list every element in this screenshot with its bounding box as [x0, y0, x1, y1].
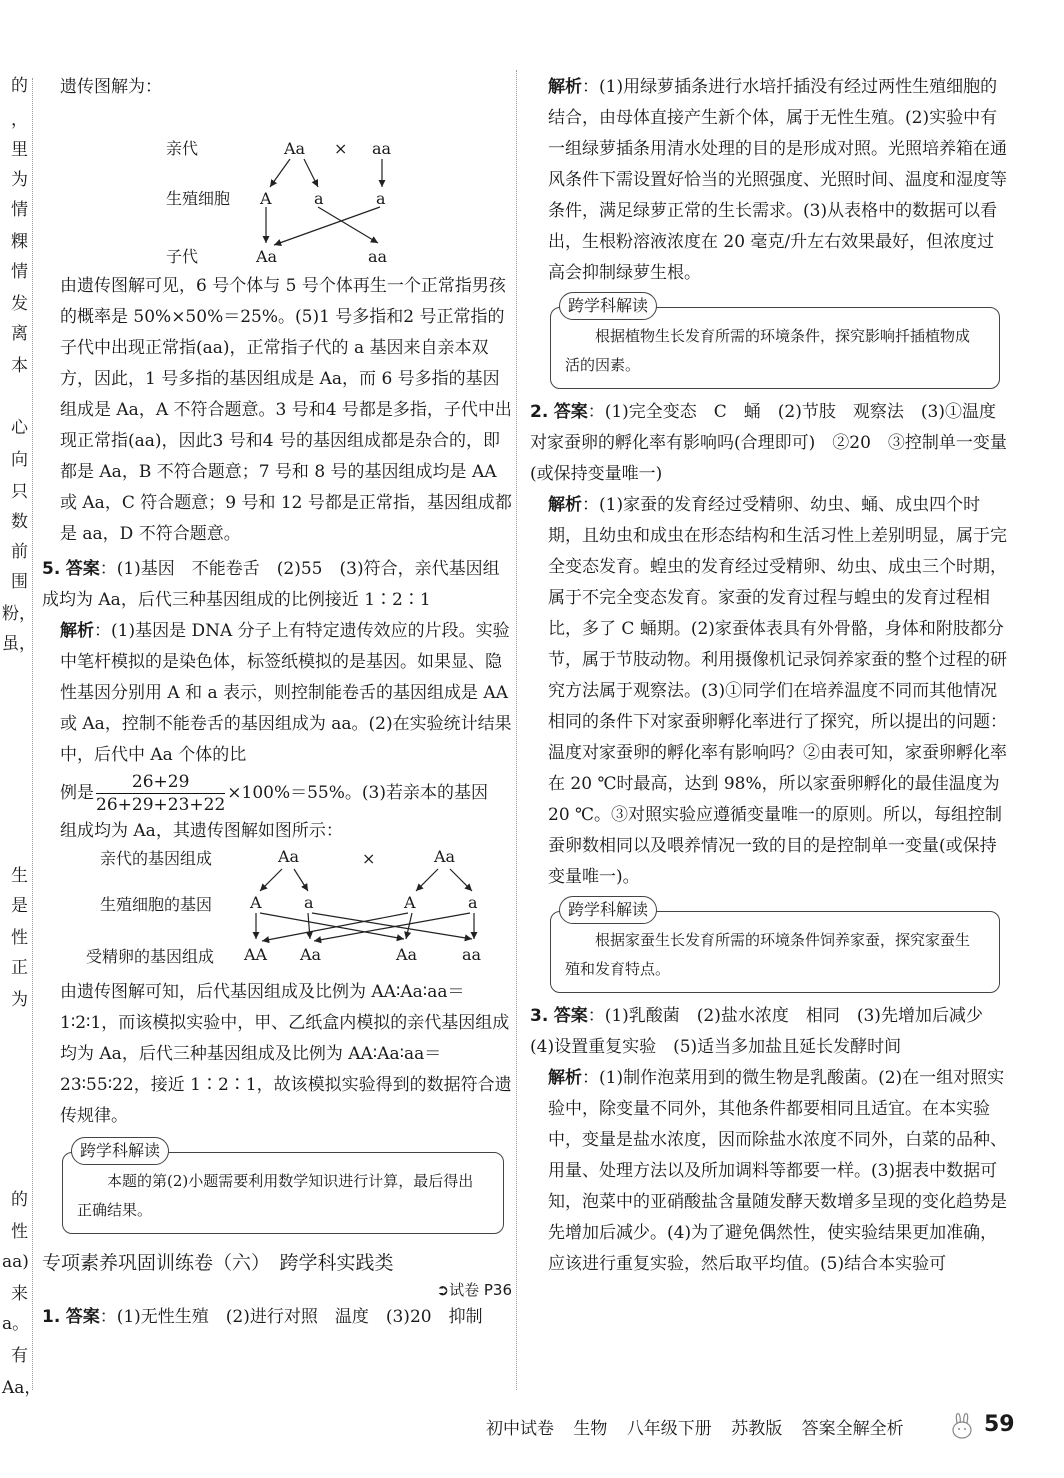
right-column	[530, 72, 1008, 1280]
q2-number: 2.	[530, 402, 549, 422]
edge-char: 前	[11, 542, 28, 562]
cross-symbol: ×	[362, 849, 376, 868]
parent-2-genotype: aa	[372, 139, 392, 158]
edge-char: 性	[11, 928, 28, 948]
note-text: 根据植物生长发育所需的环境条件，探究影响扦插植物成活的因素。	[565, 327, 971, 374]
q5-number: 5.	[42, 559, 61, 579]
edge-char: 发	[11, 294, 28, 314]
q5-analysis-label: 解析	[60, 621, 94, 641]
diagram-1-arrows	[42, 103, 512, 253]
q3-analysis-text: ：(1)制作泡菜用到的微生物是乳酸菌。(2)在一组对照实验中，除变量不同外，其他条件都要相同且适宜。在本实验中，变量是盐水浓度，因而除盐水浓度不同外，白菜的品种、用量、处理方法以及所加调料等都要一样。(3)据表中数据可知，泡菜中的亚硝酸盐含量随发酵天数增多呈现的变化趋势是先增加后减少。(4)为了避免偶然性，使实验结果更加准确，应该进行重复实验，然后取平均值。(5)结合本实验可	[548, 1068, 1007, 1274]
row-label-gamete-genotype: 生殖细胞的基因	[100, 895, 213, 914]
edge-char: 来	[11, 1284, 28, 1304]
edge-char: 为	[11, 990, 28, 1010]
column-divider	[516, 70, 517, 1390]
edge-char: 向	[11, 450, 28, 470]
left-edge-fragments	[0, 0, 42, 1400]
gamete-1: A	[260, 189, 272, 208]
footer-answers: 答案全解全析	[801, 1419, 904, 1439]
offspring-1: Aa	[256, 247, 278, 266]
q2-answer-label: 答案	[553, 402, 588, 422]
q1-analysis	[530, 72, 1008, 289]
cross-symbol: ×	[334, 139, 348, 158]
q5-answer-text: ：(1)基因 不能卷舌 (2)55 (3)符合，亲代基因组成均为 Aa，后代三种基因组成的比例接近 1∶2∶1	[42, 559, 500, 610]
gamete-1: A	[250, 893, 262, 912]
row-label-zygote-genotype: 受精卵的基因组成	[86, 947, 215, 966]
gamete-4: a	[468, 893, 478, 912]
q1-number: 1.	[42, 1307, 61, 1327]
q1-analysis-label: 解析	[548, 77, 582, 97]
genetic-diagram-title: 遗传图解为：	[60, 77, 162, 97]
note-tag: 跨学科解读	[559, 292, 657, 320]
q3-number: 3.	[530, 1006, 549, 1026]
edge-char: 本	[11, 356, 28, 376]
q5-analysis-a	[42, 616, 512, 771]
q5-analysis-c: 由遗传图解可知，后代基因组成及比例为 AA∶Aa∶aa＝1∶2∶1，而该模拟实验中，甲、乙纸盒内模拟的亲代基因组成均为 Aa，后代三种基因组成及比例为 AA∶Aa∶aa＝23∶55∶22，接近 1∶2∶1，故该模拟实验得到的数据符合遗传规律。	[60, 982, 512, 1126]
parent-1-genotype: Aa	[284, 139, 306, 158]
q3-analysis	[530, 1063, 1008, 1280]
edge-char: 情	[11, 262, 28, 282]
offspring-2: Aa	[300, 945, 322, 964]
edge-char: 粉，	[2, 604, 36, 624]
offspring-4: aa	[462, 945, 482, 964]
edge-char: 的	[11, 76, 28, 96]
note-text: 本题的第(2)小题需要利用数学知识进行计算，最后得出正确结果。	[77, 1172, 474, 1219]
edge-char: 围	[11, 572, 28, 592]
edge-char: 数	[11, 512, 28, 532]
footer-subject: 生物	[573, 1419, 608, 1439]
note-tag: 跨学科解读	[71, 1137, 169, 1165]
paragraph-q4-conclusion: 由遗传图解可见，6 号个体与 5 号个体再生一个正常指男孩的概率是 50%×50%＝25%。(5)1 号多指和2 号正常指的子代中出现正常指(aa)，正常指子代的 a 基因来自亲本双方，因此，1 号多指的基因组成是 Aa，而 6 号多指的基因组成是 Aa，A 不符合题意。3 号和4 号都是多指，子代中出现正常指(aa)，因此3 号和4 号的基因组成都是杂合的，即都是 Aa，B 不符合题意；7 号和 8 号的基因组成均是 AA 或 Aa，C 符合题意；9 号和 12 号都是正常指，基因组成都是 aa，D 不符合题意。	[60, 276, 512, 544]
interdisciplinary-note	[62, 1141, 504, 1234]
q5-analysis-b: 组成均为 Aa，其遗传图解如图所示：	[60, 821, 343, 841]
row-label-gamete: 生殖细胞	[166, 189, 231, 208]
edge-char: Aa，	[2, 1378, 42, 1398]
q5-answer	[42, 554, 512, 616]
q3-answer-text: ：(1)乳酸菌 (2)盐水浓度 相同 (3)先增加后减少 (4)设置重复实验 (5)适当多加盐且延长发酵时间	[530, 1006, 1000, 1057]
q2-answer-text: ：(1)完全变态 C 蛹 (2)节肢 观察法 (3)①温度对家蚕卵的孵化率有影响吗(合理即可) ②20 ③控制单一变量(或保持变量唯一)	[530, 402, 1007, 484]
parent-2-genotype: Aa	[434, 847, 456, 866]
row-label-parent-genotype: 亲代的基因组成	[100, 849, 213, 868]
section-reference: ➲试卷 P36	[436, 1281, 512, 1299]
q2-answer	[530, 397, 1008, 490]
q3-answer-label: 答案	[553, 1006, 588, 1026]
q5-analysis-text-a: ：(1)基因是 DNA 分子上有特定遗传效应的片段。实验中笔杆模拟的是染色体，标签纸模拟的是基因。如果显、隐性基因分别用 A 和 a 表示，则控制能卷舌的基因组成是 AA 或 Aa，控制不能卷舌的基因组成为 aa。(2)在实验统计结果中，后代中 Aa 个体的比	[60, 621, 512, 765]
footer-edition: 苏教版	[731, 1419, 783, 1439]
edge-char: ，	[11, 110, 28, 130]
genetic-diagram-2	[42, 847, 512, 971]
q1-answer-label: 答案	[65, 1307, 100, 1327]
edge-char: 心	[11, 418, 28, 438]
row-label-parent: 亲代	[166, 139, 199, 158]
footer-grade: 八年级下册	[626, 1419, 712, 1439]
edge-char: 正	[11, 958, 28, 978]
edge-char: 的	[11, 1190, 28, 1210]
note-tag: 跨学科解读	[559, 896, 657, 924]
fraction	[96, 771, 225, 816]
edge-char: 性	[11, 1222, 28, 1242]
fraction-prefix: 例是	[60, 783, 94, 803]
parent-1-genotype: Aa	[278, 847, 300, 866]
page-number: 59	[984, 1412, 1015, 1437]
fraction-denominator: 26+29+23+22	[96, 795, 226, 815]
interdisciplinary-note-2	[550, 900, 1000, 993]
edge-char: 粿	[11, 232, 28, 252]
offspring-1: AA	[244, 945, 268, 964]
gamete-3: a	[376, 189, 386, 208]
left-column	[42, 72, 512, 1333]
edge-char: a。	[2, 1314, 30, 1334]
q3-answer	[530, 1001, 1008, 1063]
gamete-3: A	[404, 893, 416, 912]
mascot-icon	[948, 1410, 976, 1440]
edge-char: 离	[11, 324, 28, 344]
row-label-offspring: 子代	[166, 247, 199, 266]
q1-analysis-text: ：(1)用绿萝插条进行水培扦插没有经过两性生殖细胞的结合，由母体直接产生新个体，属于无性生殖。(2)实验中有一组绿萝插条用清水处理的目的是形成对照。光照培养箱在通风条件下需设置好恰当的光照强度、光照时间、温度和湿度等条件，满足绿萝正常的生长需求。(3)从表格中的数据可以看出，生根粉溶液浓度在 20 毫克/升左右效果最好，但浓度过高会抑制绿萝生根。	[548, 77, 1007, 283]
edge-char: 情	[11, 200, 28, 220]
q5-answer-label: 答案	[65, 559, 100, 579]
note-text: 根据家蚕生长发育所需的环境条件饲养家蚕，探究家蚕生殖和发育特点。	[565, 931, 971, 978]
edge-char: 为	[11, 170, 28, 190]
edge-char: aa)	[2, 1252, 29, 1272]
page-footer	[486, 1412, 918, 1446]
edge-char: 是	[11, 896, 28, 916]
footer-series: 初中试卷	[486, 1419, 554, 1439]
q3-analysis-label: 解析	[548, 1068, 582, 1088]
edge-divider	[32, 78, 33, 1390]
q2-analysis-text: ：(1)家蚕的发育经过受精卵、幼虫、蛹、成虫四个时期，且幼虫和成虫在形态结构和生活习性上差别明显，属于完全变态发育。蝗虫的发育经过受精卵、幼虫、成虫三个时期，属于不完全变态发育。家蚕的发育过程与蝗虫的发育过程相比，多了 C 蛹期。(2)家蚕体表具有外骨骼，身体和附肢都分节，属于节肢动物。利用摄像机记录饲养家蚕的整个过程的研究方法属于观察法。(3)①同学们在培养温度不同而其他情况相同的条件下对家蚕卵孵化率进行了探究，所以提出的问题：温度对家蚕卵的孵化率有影响吗？②由表可知，家蚕卵孵化率在 20 ℃时最高，达到 98%，所以家蚕卵孵化的最佳温度为 20 ℃。③对照实验应遵循变量唯一的原则。所以，每组控制蚕卵数相同以及喂养情况一致的目的是控制单一变量(或保持变量唯一)。	[548, 495, 1007, 887]
q1-answer-text: ：(1)无性生殖 (2)进行对照 温度 (3)20 抑制	[99, 1307, 483, 1327]
gamete-2: a	[304, 893, 314, 912]
edge-char: 里	[11, 140, 28, 160]
genetic-diagram-1	[42, 103, 512, 266]
interdisciplinary-note-1	[550, 296, 1000, 389]
edge-char: 有	[11, 1346, 28, 1366]
fraction-suffix: ×100%＝55%。(3)若亲本的基因	[227, 783, 488, 803]
q2-analysis-label: 解析	[548, 495, 582, 515]
edge-char: 虽，	[2, 634, 36, 654]
q2-analysis	[530, 490, 1008, 893]
fraction-numerator: 26+29	[96, 771, 225, 794]
section-title: 专项素养巩固训练卷（六） 跨学科实践类	[42, 1252, 394, 1274]
offspring-3: Aa	[396, 945, 418, 964]
edge-char: 只	[11, 482, 28, 502]
edge-char: 生	[11, 866, 28, 886]
gamete-2: a	[314, 189, 324, 208]
q5-fraction-line	[42, 771, 512, 816]
offspring-2: aa	[368, 247, 388, 266]
q1-answer	[42, 1302, 512, 1333]
